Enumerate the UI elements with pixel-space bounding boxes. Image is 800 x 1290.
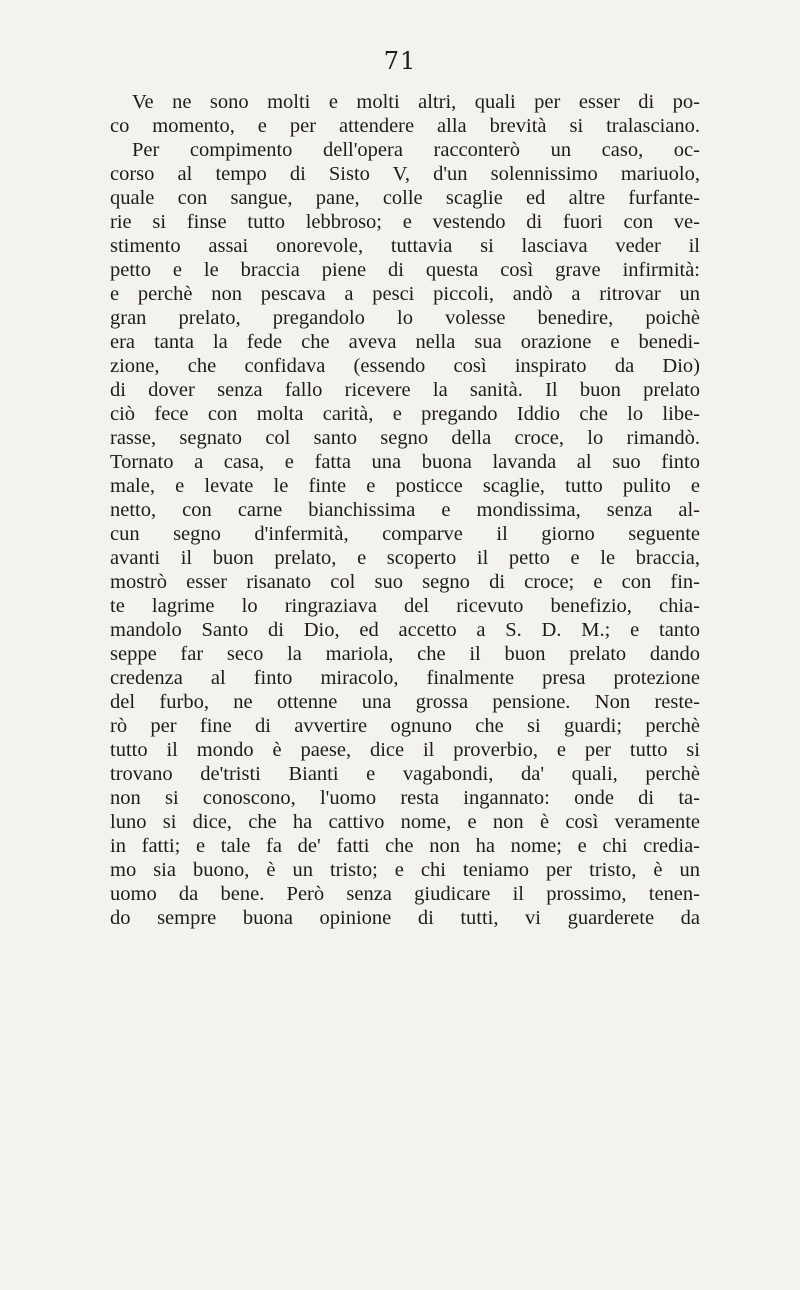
text-line: era tanta la fede che aveva nella sua orazione e benedi-	[110, 331, 700, 353]
text-line: quale con sangue, pane, colle scaglie ed altre furfante-	[110, 187, 700, 209]
text-line: in fatti; e tale fa de' fatti che non ha nome; e chi credia-	[110, 835, 700, 857]
text-line: credenza al finto miracolo, finalmente presa protezione	[110, 667, 700, 689]
text-line: rasse, segnato col santo segno della croce, lo rimandò.	[110, 427, 700, 449]
body-text	[110, 90, 700, 930]
text-line: Per compimento dell'opera racconterò un caso, oc-	[132, 139, 700, 161]
text-line: Ve ne sono molti e molti altri, quali per esser di po-	[132, 91, 700, 113]
text-line: petto e le braccia piene di questa così grave infirmità:	[110, 259, 700, 281]
text-line: avanti il buon prelato, e scoperto il petto e le braccia,	[110, 547, 700, 569]
text-line: uomo da bene. Però senza giudicare il prossimo, tenen-	[110, 883, 700, 905]
text-line: gran prelato, pregandolo lo volesse benedire, poichè	[110, 307, 700, 329]
text-line: zione, che confidava (essendo così inspirato da Dio)	[110, 355, 700, 377]
text-line: tutto il mondo è paese, dice il proverbio, e per tutto si	[110, 739, 700, 761]
text-line: corso al tempo di Sisto V, d'un solennissimo mariuolo,	[110, 163, 700, 185]
text-line: male, e levate le finte e posticce scaglie, tutto pulito e	[110, 475, 700, 497]
text-line: e perchè non pescava a pesci piccoli, andò a ritrovar un	[110, 283, 700, 305]
text-line: netto, con carne bianchissima e mondissima, senza al-	[110, 499, 700, 521]
text-line: rò per fine di avvertire ognuno che si guardi; perchè	[110, 715, 700, 737]
text-line: stimento assai onorevole, tuttavia si lasciava veder il	[110, 235, 700, 257]
text-line: mostrò esser risanato col suo segno di croce; e con fin-	[110, 571, 700, 593]
text-line: trovano de'tristi Bianti e vagabondi, da' quali, perchè	[110, 763, 700, 785]
text-line: te lagrime lo ringraziava del ricevuto benefizio, chia-	[110, 595, 700, 617]
text-line: seppe far seco la mariola, che il buon prelato dando	[110, 643, 700, 665]
text-line: co momento, e per attendere alla brevità si tralasciano.	[110, 115, 700, 137]
text-line: mo sia buono, è un tristo; e chi teniamo per tristo, è un	[110, 859, 700, 881]
text-line: non si conoscono, l'uomo resta ingannato: onde di ta-	[110, 787, 700, 809]
text-line: di dover senza fallo ricevere la sanità. Il buon prelato	[110, 379, 700, 401]
text-line: cun segno d'infermità, comparve il giorno seguente	[110, 523, 700, 545]
text-line: do sempre buona opinione di tutti, vi guarderete da	[110, 907, 700, 929]
text-line: Tornato a casa, e fatta una buona lavanda al suo finto	[110, 451, 700, 473]
text-line: ciò fece con molta carità, e pregando Iddio che lo libe-	[110, 403, 700, 425]
text-line: rie si finse tutto lebbroso; e vestendo di fuori con ve-	[110, 211, 700, 233]
text-line: del furbo, ne ottenne una grossa pensione. Non reste-	[110, 691, 700, 713]
text-line: luno si dice, che ha cattivo nome, e non è così veramente	[110, 811, 700, 833]
page-number: 71	[383, 47, 417, 75]
text-line: mandolo Santo di Dio, ed accetto a S. D. M.; e tanto	[110, 619, 700, 641]
